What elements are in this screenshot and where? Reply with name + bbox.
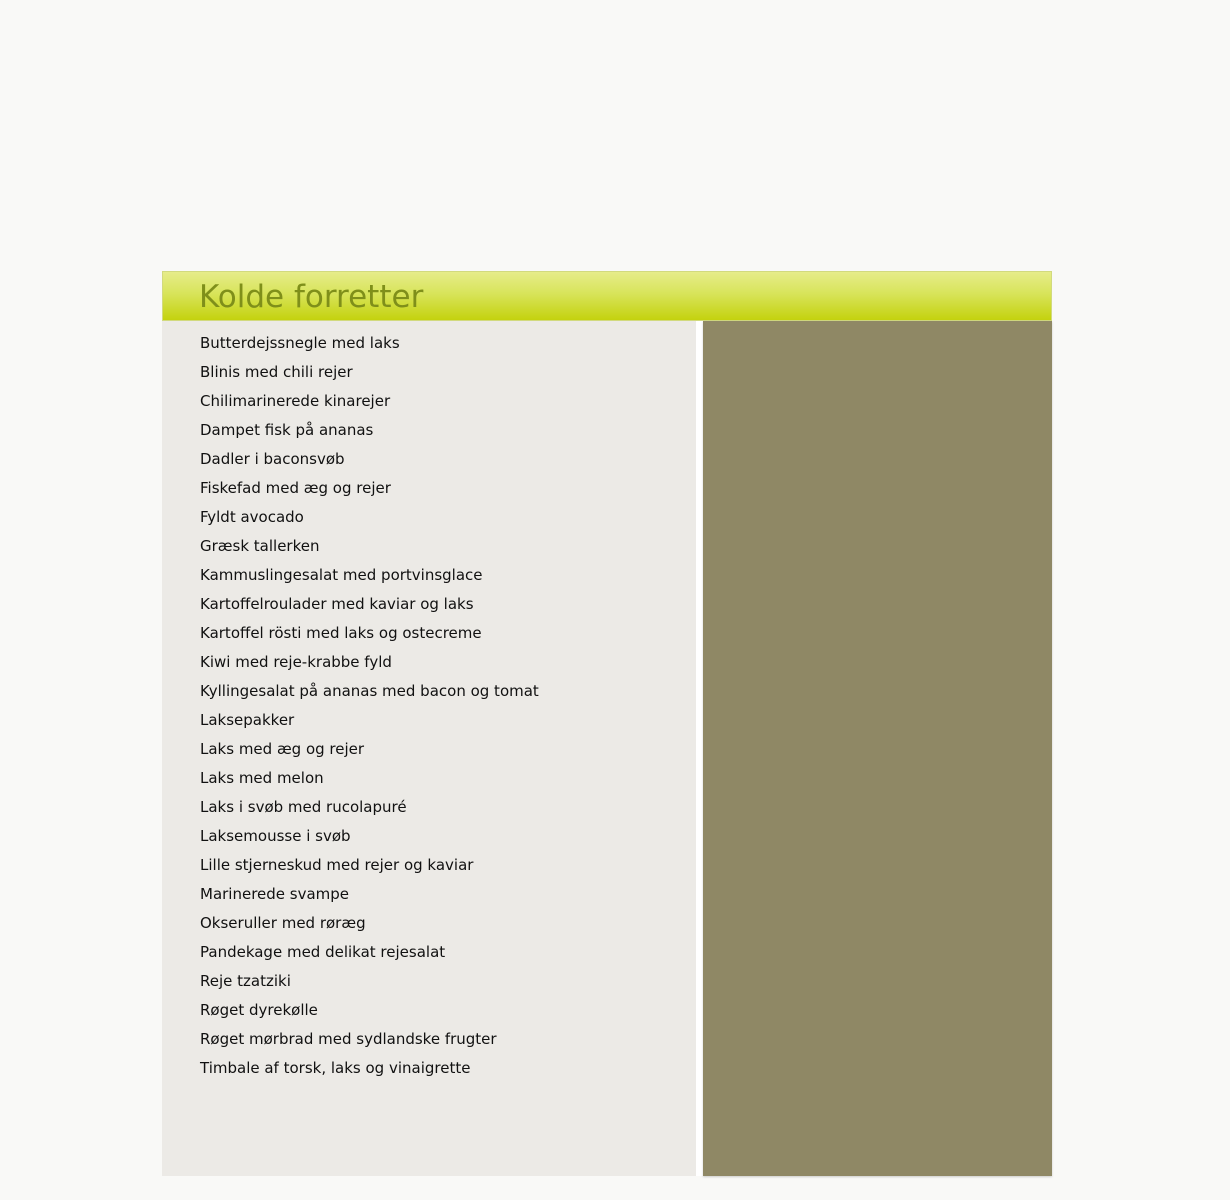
- dish-item: Reje tzatziki: [200, 972, 291, 990]
- dish-item: Laks i svøb med rucolapuré: [200, 798, 407, 816]
- dish-item: Fiskefad med æg og rejer: [200, 479, 391, 497]
- dish-item: Dadler i baconsvøb: [200, 450, 345, 468]
- side-panel: [703, 321, 1052, 1176]
- dish-item: Laksepakker: [200, 711, 295, 729]
- dish-item: Fyldt avocado: [200, 508, 304, 526]
- dish-item: Kammuslingesalat med portvinsglace: [200, 566, 483, 584]
- dish-item: Butterdejssnegle med laks: [200, 334, 400, 352]
- dish-item: Pandekage med delikat rejesalat: [200, 943, 446, 961]
- dish-item: Laks med æg og rejer: [200, 740, 365, 758]
- dish-item: Kartoffel rösti med laks og ostecreme: [200, 624, 482, 642]
- dish-item: Laks med melon: [200, 769, 324, 787]
- menu-page: [162, 271, 1052, 1176]
- dish-item: Kartoffelroulader med kaviar og laks: [200, 595, 474, 613]
- dish-item: Blinis med chili rejer: [200, 363, 353, 381]
- dish-item: Lille stjerneskud med rejer og kaviar: [200, 856, 474, 874]
- menu-content-panel: [162, 321, 696, 1176]
- dish-item: Marinerede svampe: [200, 885, 350, 903]
- dish-item: Chilimarinerede kinarejer: [200, 392, 391, 410]
- column-divider: [696, 321, 703, 1176]
- dish-item: Græsk tallerken: [200, 537, 320, 555]
- dish-item: Timbale af torsk, laks og vinaigrette: [200, 1059, 471, 1077]
- dish-item: Okseruller med røræg: [200, 914, 366, 932]
- dish-item: Røget mørbrad med sydlandske frugter: [200, 1030, 497, 1048]
- dish-item: Kyllingesalat på ananas med bacon og tomat: [200, 682, 539, 700]
- dish-item: Røget dyrekølle: [200, 1001, 318, 1019]
- dish-item: Kiwi med reje-krabbe fyld: [200, 653, 392, 671]
- dish-list: [200, 329, 539, 1083]
- section-title: Kolde forretter: [199, 279, 424, 315]
- section-header: [162, 271, 1052, 321]
- dish-item: Laksemousse i svøb: [200, 827, 351, 845]
- dish-item: Dampet fisk på ananas: [200, 421, 374, 439]
